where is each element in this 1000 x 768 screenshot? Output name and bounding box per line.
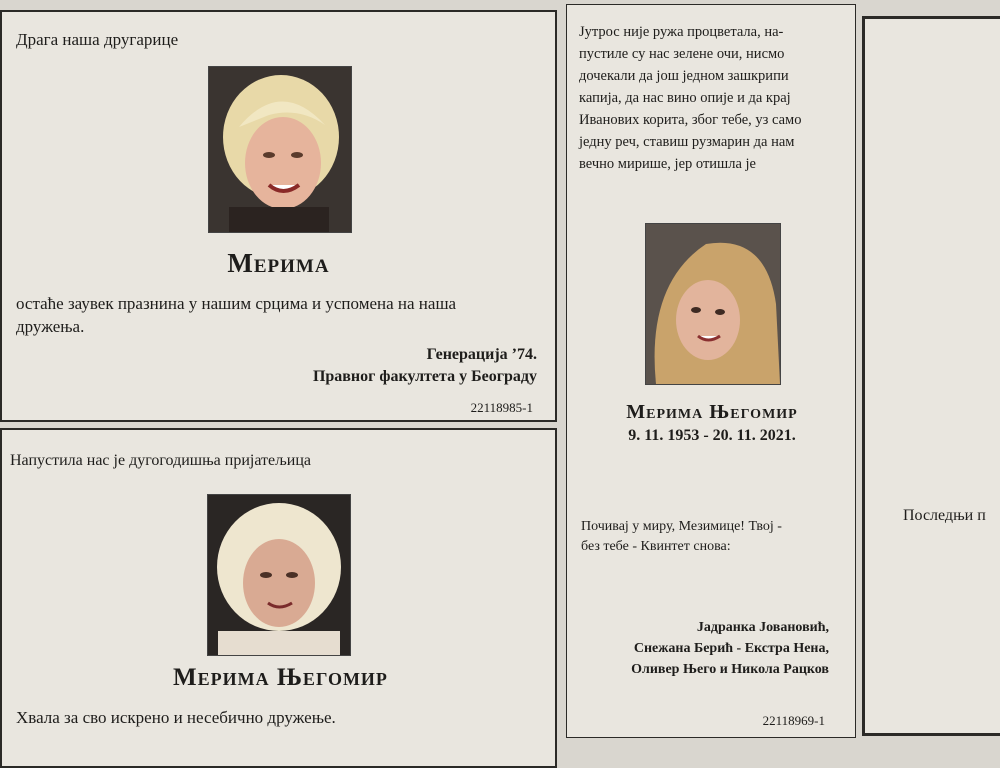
portrait-image bbox=[209, 67, 351, 232]
notice-message-continued: дружења. bbox=[16, 317, 85, 336]
notice-message: Хвала за сво искрено и несебично дружење. bbox=[16, 708, 336, 727]
poem-line: једну реч, ставиш рузмарин да нам bbox=[579, 134, 795, 150]
portrait-image bbox=[646, 224, 780, 384]
deceased-name: Мерима bbox=[227, 248, 330, 278]
poem-line: капија, да нас вино опије и да крај bbox=[579, 90, 791, 106]
poem-line: вечно мирише, јер отишла је bbox=[579, 156, 756, 172]
poem-line: Јутрос није ружа процветала, на- bbox=[579, 24, 784, 40]
obituary-notice-2 bbox=[0, 428, 557, 768]
obituary-notice-4 bbox=[862, 16, 1000, 736]
notice-message: Почивај у миру, Мезимице! Твој - bbox=[581, 519, 782, 534]
signature: Генерација ’74. bbox=[426, 346, 537, 363]
poem-text bbox=[579, 21, 847, 175]
notice-code: 22118969-1 bbox=[762, 713, 825, 728]
portrait-photo bbox=[645, 223, 781, 385]
signer-line: Оливер Њего и Никола Рацков bbox=[631, 662, 829, 677]
notice-message-continued: без тебе - Квинтет снова: bbox=[581, 539, 731, 554]
signers-block bbox=[631, 617, 829, 680]
portrait-photo bbox=[207, 494, 351, 656]
poem-line: дочекали да још једном зашкрипи bbox=[579, 68, 789, 84]
notice-intro: Напустила нас је дугогодишња пријатељица bbox=[10, 452, 311, 469]
poem-line: пустиле су нас зелене очи, нисмо bbox=[579, 46, 785, 62]
poem-line: Ивановиx корита, због тебе, уз само bbox=[579, 112, 802, 128]
life-dates: 9. 11. 1953 - 20. 11. 2021. bbox=[628, 427, 796, 444]
portrait-image bbox=[208, 495, 350, 655]
obituary-notice-3 bbox=[566, 4, 856, 738]
deceased-name: Мерима Његомир bbox=[173, 664, 388, 691]
partial-text: Последњи п bbox=[903, 507, 986, 524]
deceased-name: Мерима Његомир bbox=[626, 401, 798, 423]
obituary-notice-1 bbox=[0, 10, 557, 422]
notice-message: остаће заувек празнина у нашим срцима и успомена на наша bbox=[16, 294, 457, 313]
notice-greeting: Драга наша другарице bbox=[16, 30, 179, 49]
signature-continued: Правног факултета у Београду bbox=[312, 368, 537, 385]
signer-line: Јадранка Јовановић, bbox=[696, 620, 829, 635]
signer-line: Снежана Берић - Екстра Нена, bbox=[633, 641, 829, 656]
notice-code: 22118985-1 bbox=[470, 400, 533, 415]
portrait-photo bbox=[208, 66, 352, 233]
